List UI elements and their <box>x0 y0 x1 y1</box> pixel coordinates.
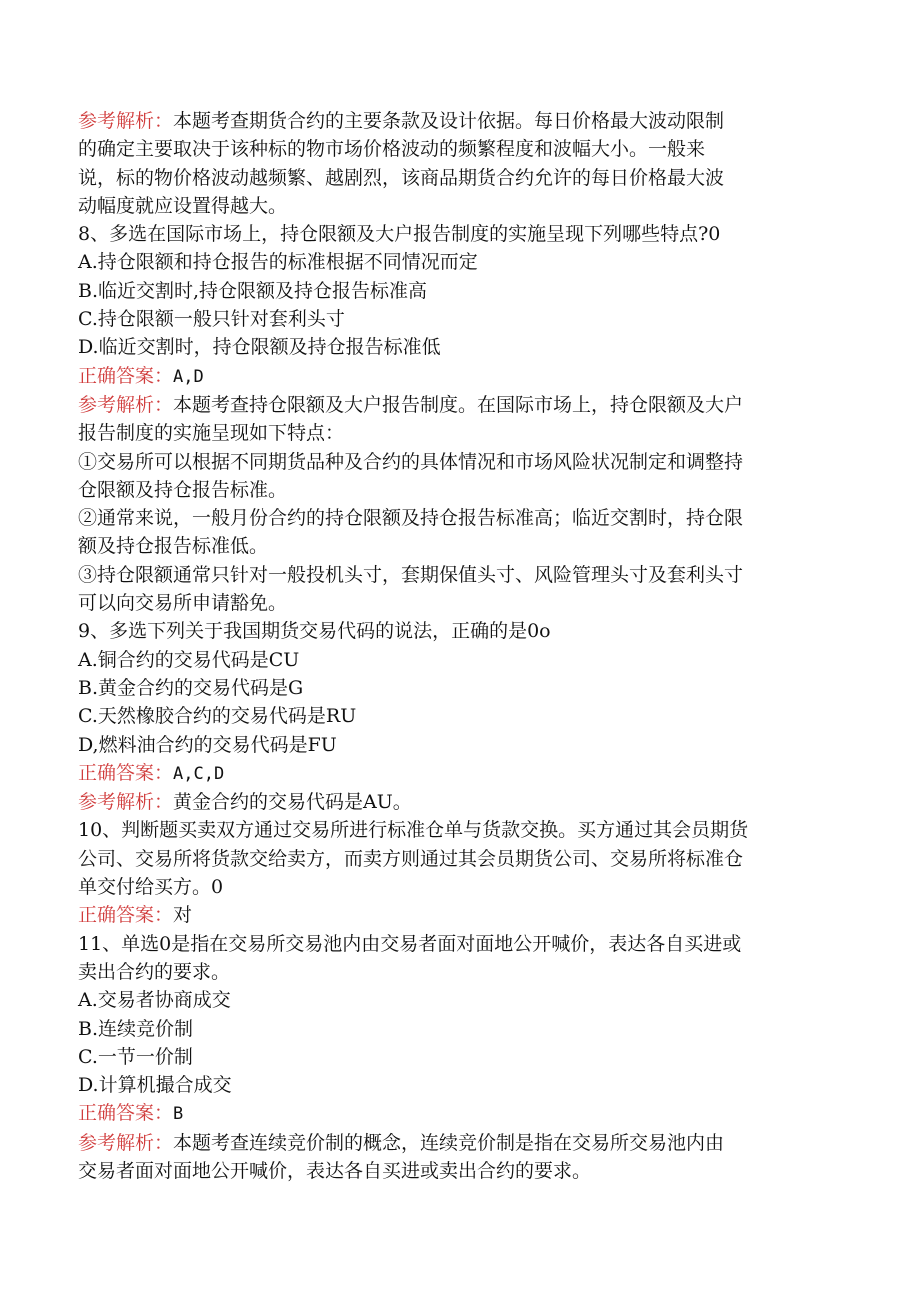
analysis-label: 参考解析： <box>78 110 174 132</box>
analysis-text: 本题考查持仓限额及大户报告制度。在国际市场上，持仓限额及大户 <box>173 393 744 416</box>
answer-value: B <box>173 1104 184 1125</box>
analysis-line: 额及持仓报告标准低。 <box>78 535 269 558</box>
answer-value: A,D <box>173 366 204 387</box>
question-stem: 10、判断题买卖双方通过交易所进行标准仓单与货款交换。买方通过其会员期货 <box>78 819 749 842</box>
question-stem: 9、多选下列关于我国期货交易代码的说法，正确的是0o <box>78 620 551 643</box>
option-d: D.临近交割时，持仓限额及持仓报告标准低 <box>78 336 441 359</box>
question-stem: 单交付给买方。0 <box>78 876 224 899</box>
analysis-line: 仓限额及持仓报告标准。 <box>78 478 288 501</box>
answer-label: 正确答案： <box>78 364 174 387</box>
analysis-line: 报告制度的实施呈现如下特点： <box>78 422 345 445</box>
analysis-text: 本题考查期货合约的主要条款及设计依据。每日价格最大波动限制 <box>173 110 725 132</box>
analysis-text: 本题考查连续竞价制的概念，连续竞价制是指在交易所交易池内由 <box>173 1131 725 1154</box>
answer-line <box>78 362 848 391</box>
analysis-line: 交易者面对面地公开喊价，表达各自买进或卖出合约的要求。 <box>78 1159 592 1182</box>
option-b: B.连续竞价制 <box>78 1017 194 1040</box>
analysis-line: 说，标的物价格波动越频繁、越剧烈，该商品期货合约允许的每日价格最大波 <box>78 166 725 189</box>
analysis-line <box>78 1129 848 1157</box>
analysis-line <box>78 107 848 135</box>
question-stem: 卖出合约的要求。 <box>78 960 231 983</box>
option-a: A.交易者协商成交 <box>78 989 231 1012</box>
answer-line <box>78 1099 848 1128</box>
option-b: B.黄金合约的交易代码是G <box>78 676 304 699</box>
question-11 <box>78 930 848 1186</box>
analysis-label: 参考解析： <box>78 791 174 814</box>
option-b: B.临近交割时,持仓限额及持仓报告标准高 <box>78 279 428 302</box>
analysis-block-7 <box>78 107 848 220</box>
question-9 <box>78 617 848 816</box>
analysis-line: 可以向交易所申请豁免。 <box>78 592 288 615</box>
analysis-text: 黄金合约的交易代码是AU。 <box>173 791 412 814</box>
answer-label: 正确答案： <box>78 904 174 927</box>
answer-value: 对 <box>173 904 193 927</box>
analysis-line: 的确定主要取决于该种标的物市场价格波动的频繁程度和波幅大小。一般来 <box>78 138 706 161</box>
answer-line <box>78 901 848 929</box>
answer-value: A,C,D <box>173 763 225 784</box>
analysis-line <box>78 391 848 419</box>
question-stem: 11、单选0是指在交易所交易池内由交易者面对面地公开喊价，表达各自买进或 <box>78 932 742 955</box>
question-10 <box>78 816 848 929</box>
analysis-line: ①交易所可以根据不同期货品种及合约的具体情况和市场风险状况制定和调整持 <box>78 450 744 473</box>
option-a: A.持仓限额和持仓报告的标准根据不同情况而定 <box>78 251 478 274</box>
question-8 <box>78 220 848 617</box>
option-c: C.一节一价制 <box>78 1045 193 1068</box>
analysis-label: 参考解析： <box>78 393 174 416</box>
option-c: C.持仓限额一般只针对套利头寸 <box>78 308 345 331</box>
analysis-line <box>78 788 848 816</box>
answer-line <box>78 759 848 788</box>
answer-label: 正确答案： <box>78 761 174 784</box>
question-stem: 公司、交易所将货款交给卖方，而卖方则通过其会员期货公司、交易所将标准仓 <box>78 847 744 870</box>
analysis-label: 参考解析： <box>78 1131 174 1154</box>
option-d: D.计算机撮合成交 <box>78 1074 232 1097</box>
analysis-line: 动幅度就应设置得越大。 <box>78 194 288 217</box>
document-content <box>78 107 848 1185</box>
option-c: C.天然橡胶合约的交易代码是RU <box>78 705 357 728</box>
analysis-line: ③持仓限额通常只针对一般投机头寸，套期保值头寸、风险管理头寸及套利头寸 <box>78 563 744 586</box>
option-d: D,燃料油合约的交易代码是FU <box>78 733 337 756</box>
option-a: A.铜合约的交易代码是CU <box>78 648 300 671</box>
analysis-line: ②通常来说，一般月份合约的持仓限额及持仓报告标准高；临近交割时，持仓限 <box>78 507 744 530</box>
answer-label: 正确答案： <box>78 1102 174 1125</box>
question-stem: 8、多选在国际市场上，持仓限额及大户报告制度的实施呈现下列哪些特点?0 <box>78 223 721 246</box>
